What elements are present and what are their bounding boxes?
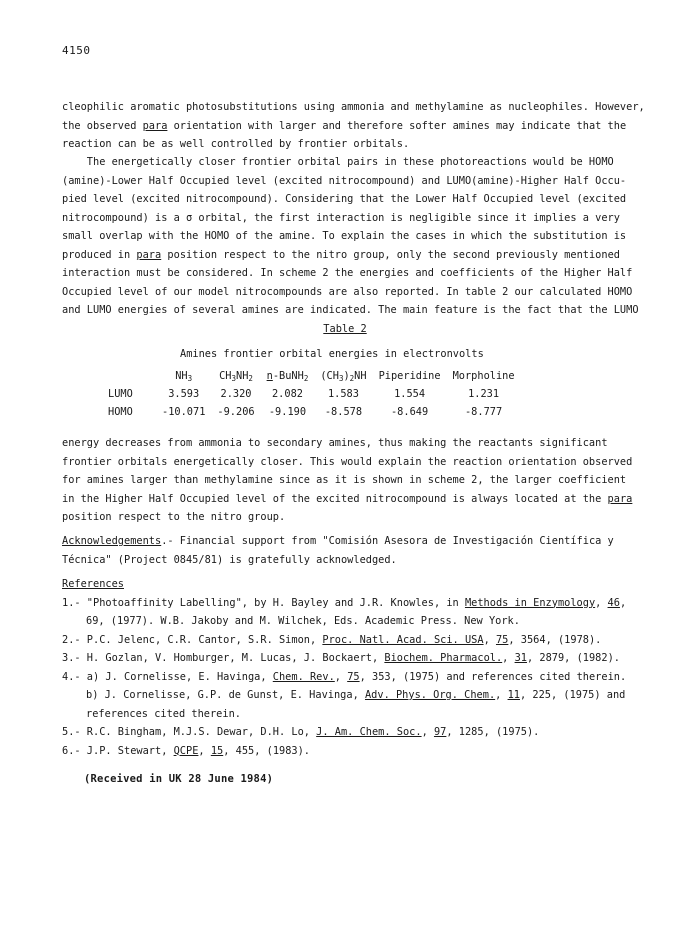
italic-term: para — [607, 492, 633, 505]
text-line: small overlap with the HOMO of the amine. To explain the cases in which the substitution is — [62, 230, 627, 242]
text-line: (amine)-Lower Half Occupied level (excited nitrocompound) and LUMO(amine)-Higher Half Occu- — [62, 174, 627, 187]
reference-item: 3.- H. Gozlan, V. Homburger, M. Lucas, J. Bockaert, Biochem. Pharmacol., 31, 2879, (1982). — [62, 652, 620, 664]
table-header-row — [108, 367, 521, 385]
table-caption: Amines frontier orbital energies in electronvolts — [180, 348, 484, 360]
table-cell: 2.320 — [220, 388, 252, 400]
col-header: Piperidine — [378, 370, 441, 382]
text-line: and LUMO energies of several amines are indicated. The main feature is the fact that the LUMO — [62, 304, 639, 316]
table-cell: 1.583 — [327, 388, 359, 400]
text-line: The energetically closer frontier orbital pairs in these photoreactions would be HOMO — [62, 156, 614, 168]
table-cell: 2.082 — [271, 388, 303, 400]
reference-item: 5.- R.C. Bingham, M.J.S. Dewar, D.H. Lo, J. Am. Chem. Soc., 97, 1285, (1975). — [62, 726, 540, 738]
text-line: Técnica" (Project 0845/81) is gratefully acknowledged. — [62, 553, 397, 566]
paragraph-2 — [62, 153, 639, 320]
italic-term: para — [136, 248, 162, 261]
text-line: produced in para position respect to the nitro group, only the second previously mentioned — [62, 248, 620, 261]
row-label: HOMO — [108, 406, 133, 418]
references — [62, 575, 628, 760]
text-line: Occupied level of our model nitrocompounds are also reported. In table 2 our calculated HOMO — [62, 285, 633, 298]
table-cell: -9.190 — [268, 406, 307, 418]
reference-item-cont: b) J. Cornelisse, G.P. de Gunst, E. Havinga, Adv. Phys. Org. Chem., 11, 225, (1975) and — [86, 689, 626, 701]
reference-item: 2.- P.C. Jelenc, C.R. Cantor, S.R. Simon, Proc. Natl. Acad. Sci. USA, 75, 3564, (1978). — [62, 633, 602, 646]
text-line: interaction must be considered. In scheme 2 the energies and coefficients of the Higher Half — [62, 267, 633, 279]
table-row — [108, 385, 521, 403]
text-line: cleophilic aromatic photosubstitutions using ammonia and methylamine as nucleophiles. However, — [62, 101, 645, 113]
text-line: frontier orbitals energetically closer. This would explain the reaction orientation observed — [62, 455, 633, 468]
text-line: position respect to the nitro group. — [62, 511, 286, 523]
reference-item: 4.- a) J. Cornelisse, E. Havinga, Chem. Rev., 75, 353, (1975) and references cited therein. — [62, 670, 627, 683]
col-header: $NH_3$ — [175, 370, 193, 383]
reference-item-cont: references cited therein. — [86, 707, 241, 720]
references-heading: References — [62, 578, 124, 590]
table-cell: -8.578 — [324, 406, 363, 418]
table-row — [108, 403, 521, 421]
table-cell: 3.593 — [168, 388, 200, 400]
table-title: Table 2 — [323, 323, 367, 335]
table-cell: 1.554 — [394, 388, 426, 400]
paragraph-1 — [62, 98, 645, 154]
page-number: 4150 — [62, 44, 91, 57]
reference-item: 6.- J.P. Stewart, QCPE, 15, 455, (1983). — [62, 744, 311, 757]
italic-term: para — [142, 119, 168, 132]
col-header: $CH_3NH_2$ — [219, 370, 253, 383]
table-cell: -10.071 — [162, 406, 206, 418]
text-line: energy decreases from ammonia to secondary amines, thus making the reactants significant — [62, 437, 608, 449]
table-cell: -8.649 — [390, 406, 429, 418]
text-line: the observed para orientation with larger and therefore softer amines may indicate that the — [62, 119, 627, 132]
text-line: nitrocompound) is a σ orbital, the first interaction is negligible since it implies a very — [62, 211, 620, 224]
reference-item-cont: 69, (1977). W.B. Jakoby and M. Wilchek, Eds. Academic Press. New York. — [86, 615, 520, 627]
row-label: LUMO — [108, 388, 133, 400]
col-header: $(CH_3)_2NH$ — [320, 370, 367, 383]
text-line: in the Higher Half Occupied level of the excited nitrocompound is always located at the para — [62, 492, 633, 505]
text-line: pied level (excited nitrocompound). Considering that the Lower Half Occupied level (excited — [62, 193, 627, 205]
text-line: Acknowledgements.- Financial support from "Comisión Asesora de Investigación Científica y — [62, 535, 614, 547]
table-cell: 1.231 — [468, 388, 500, 400]
table-2 — [108, 367, 521, 421]
text-line: for amines larger than methylamine since as it is shown in scheme 2, the larger coefficient — [62, 474, 627, 486]
reference-item: 1.- "Photoaffinity Labelling", by H. Bayley and J.R. Knowles, in Methods in Enzymology, 46, — [62, 596, 627, 609]
acknowledgements — [62, 532, 628, 569]
paragraph-3 — [62, 434, 633, 527]
col-header: n-BuNH$_2$ — [266, 370, 309, 383]
acknowledgements-label: Acknowledgements — [62, 535, 162, 547]
col-header: Morpholine — [452, 370, 515, 382]
table-cell: -9.206 — [217, 406, 255, 418]
received-date: (Received in UK 28 June 1984) — [84, 773, 274, 785]
text-line: reaction can be as well controlled by frontier orbitals. — [62, 138, 410, 150]
table-cell: -8.777 — [464, 406, 503, 418]
